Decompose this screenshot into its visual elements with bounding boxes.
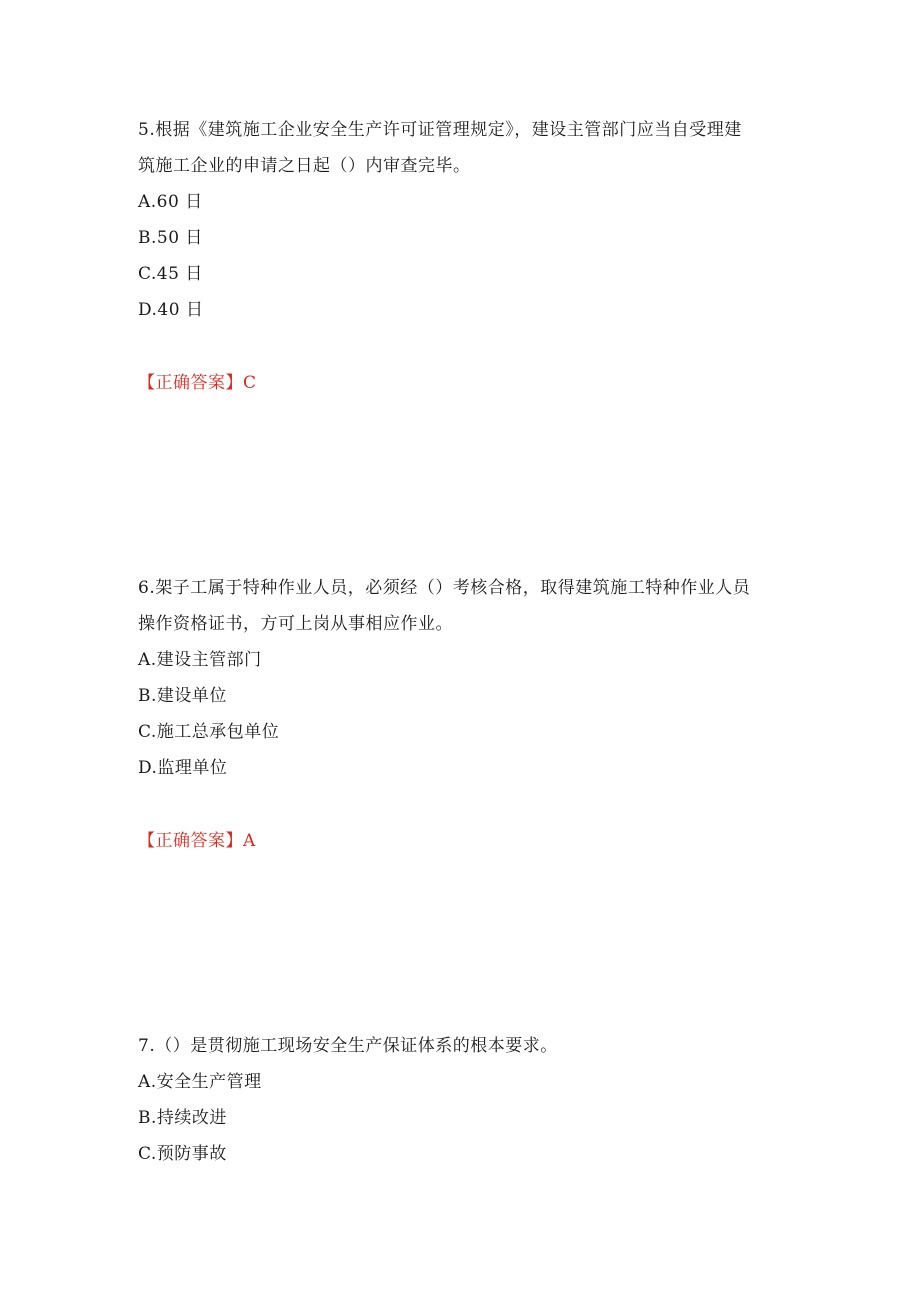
question-5-option-a: A.60 日 — [138, 192, 203, 212]
question-6-option-b: B.建设单位 — [138, 686, 227, 706]
question-7-stem-line-1: 7.（）是贯彻施工现场安全生产保证体系的根本要求。 — [138, 1036, 558, 1056]
question-5-stem-line-2: 筑施工企业的申请之日起（）内审查完毕。 — [138, 156, 471, 176]
answer-value: C — [243, 373, 257, 393]
question-5-option-b: B.50 日 — [138, 228, 203, 248]
question-7-option-a: A.安全生产管理 — [138, 1072, 262, 1092]
question-5-stem-line-1: 5.根据《建筑施工企业安全生产许可证管理规定》，建设主管部门应当自受理建 — [138, 120, 742, 140]
question-5-option-d: D.40 日 — [138, 300, 204, 320]
question-5-option-c: C.45 日 — [138, 264, 203, 284]
answer-value: A — [243, 831, 256, 851]
question-7-option-b: B.持续改进 — [138, 1108, 227, 1128]
question-7-option-c: C.预防事故 — [138, 1144, 227, 1164]
question-6-stem-line-2: 操作资格证书，方可上岗从事相应作业。 — [138, 614, 453, 634]
question-6-option-c: C.施工总承包单位 — [138, 722, 280, 742]
answer-label: 【正确答案】 — [138, 831, 243, 851]
question-6-option-d: D.监理单位 — [138, 758, 228, 778]
answer-label: 【正确答案】 — [138, 373, 243, 393]
question-6-answer — [138, 831, 256, 851]
question-6-option-a: A.建设主管部门 — [138, 650, 262, 670]
question-5-answer — [138, 373, 257, 393]
question-6-stem-line-1: 6.架子工属于特种作业人员，必须经（）考核合格，取得建筑施工特种作业人员 — [138, 578, 751, 598]
